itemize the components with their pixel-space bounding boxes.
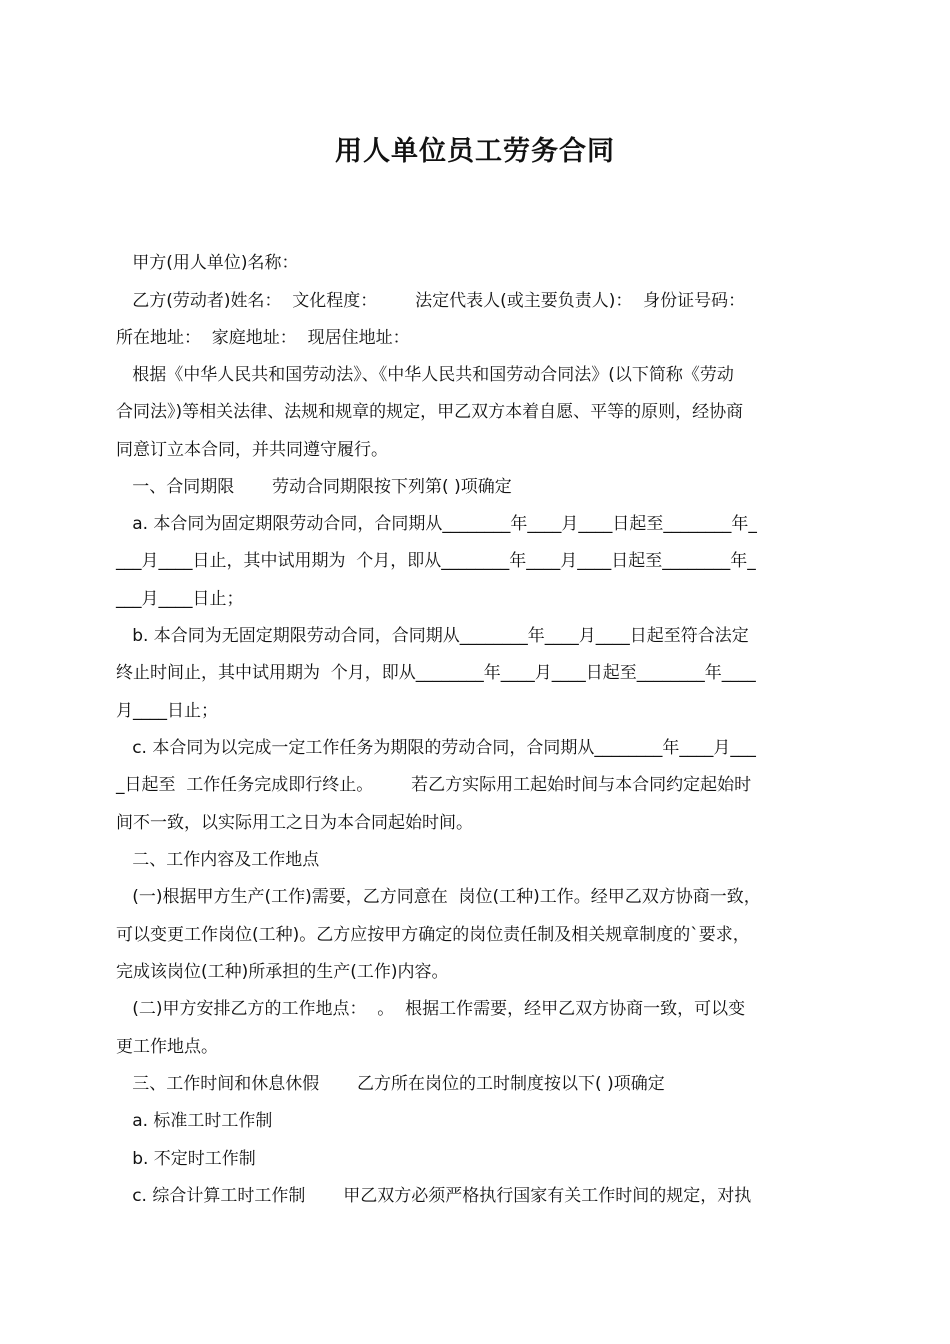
text-line: 根据《中华人民共和国劳动法》、《中华人民共和国劳动合同法》(以下简称《劳动: [116, 365, 734, 385]
text-line: 三、工作时间和休息休假 乙方所在岗位的工时制度按以下( )项确定: [116, 1074, 665, 1094]
document-title: 用人单位员工劳务合同: [335, 136, 615, 167]
text-line: 合同法》)等相关法律、法规和规章的规定，甲乙双方本着自愿、平等的原则，经协商: [116, 402, 744, 422]
text-line: 完成该岗位(工种)所承担的生产(工作)内容。: [116, 962, 449, 982]
text-line: _日起至 工作任务完成即行终止。 若乙方实际用工起始时间与本合同约定起始时: [116, 775, 752, 795]
text-line: 可以变更工作岗位(工种)。乙方应按甲方确定的岗位责任制及相关规章制度的`要求，: [116, 925, 750, 945]
text-line: c. 综合计算工时工作制 甲乙双方必须严格执行国家有关工作时间的规定，对执: [116, 1186, 752, 1206]
text-line: (二)甲方安排乙方的工作地点： 。 根据工作需要，经甲乙双方协商一致，可以变: [116, 999, 746, 1019]
text-line: 乙方(劳动者)姓名： 文化程度： 法定代表人(或主要负责人)： 身份证号码：: [116, 291, 746, 311]
text-line: 月____日止；: [116, 701, 218, 721]
text-line: 甲方(用人单位)名称：: [116, 253, 299, 273]
text-line: a. 本合同为固定期限劳动合同，合同期从________年____月____日起至________年_: [116, 514, 757, 534]
text-line: 更工作地点。: [116, 1037, 218, 1057]
text-line: 一、合同期限 劳动合同期限按下列第( )项确定: [116, 477, 512, 497]
text-line: b. 本合同为无固定期限劳动合同，合同期从________年____月____日起至符合法定: [116, 626, 749, 646]
text-line: b. 不定时工作制: [116, 1149, 256, 1169]
text-line: 二、工作内容及工作地点: [116, 850, 320, 870]
text-line: ___月____日止，其中试用期为 个月，即从________年____月____日起至________年_: [116, 551, 756, 571]
text-line: (一)根据甲方生产(工作)需要，乙方同意在 岗位(工种)工作。经甲乙双方协商一致，: [116, 887, 761, 907]
text-line: 终止时间止，其中试用期为 个月，即从________年____月____日起至________年____: [116, 663, 756, 683]
text-line: 所在地址： 家庭地址： 现居住地址：: [116, 328, 410, 348]
text-line: ___月____日止；: [116, 589, 244, 609]
text-line: 间不一致，以实际用工之日为本合同起始时间。: [116, 813, 473, 833]
text-line: 同意订立本合同，并共同遵守履行。: [116, 440, 388, 460]
text-line: c. 本合同为以完成一定工作任务为期限的劳动合同，合同期从________年____月___: [116, 738, 756, 758]
text-line: a. 标准工时工作制: [116, 1111, 273, 1131]
